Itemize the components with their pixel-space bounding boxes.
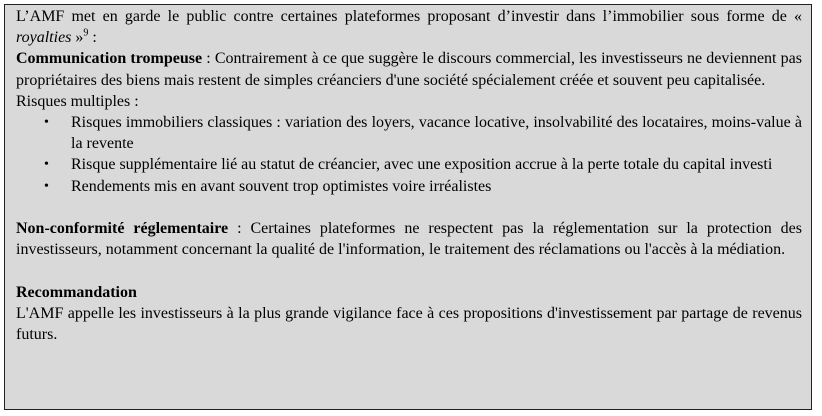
risk-item-text: Risques immobiliers classiques : variation des loyers, vacance locative, insolvabilité des locataires, moins-value à la revente <box>71 114 802 153</box>
intro-quote-close: » <box>71 29 84 47</box>
list-item <box>44 154 802 175</box>
bullet-icon: • <box>44 115 49 131</box>
risks-heading: Risques multiples : <box>16 92 139 110</box>
intro-text: L’AMF met en garde le public contre certaines plateformes proposant d’investir dans l’immobilier sous forme de « <box>16 8 802 25</box>
blank-line <box>16 260 802 281</box>
risks-list <box>16 112 802 197</box>
bullet-icon: • <box>44 157 49 173</box>
list-item <box>44 112 802 154</box>
intro-royalties-term: royalties <box>16 29 72 47</box>
communication-heading: Communication trompeuse <box>16 50 203 68</box>
non-conformity-text: : Certaines plateformes ne respectent pas la réglementation sur la protection des investisseurs, notamment concernant la qualité de l'information, le traitement des réclamations ou l'accès à la médiation. <box>16 220 802 259</box>
list-item <box>44 176 802 197</box>
intro-paragraph <box>16 6 802 48</box>
risk-item-text: Rendements mis en avant souvent trop optimistes voire irréalistes <box>71 177 492 195</box>
footnote-marker[interactable]: 9 <box>83 27 89 39</box>
risk-item-text: Risque supplémentaire lié au statut de créancier, avec une exposition accrue à la perte totale du capital investi <box>71 156 773 174</box>
non-conformity-paragraph <box>16 218 802 260</box>
bullet-icon: • <box>44 178 49 194</box>
communication-paragraph <box>16 48 802 90</box>
recommendation-text: L'AMF appelle les investisseurs à la plus grande vigilance face à ces propositions d'investissement par partage de revenus futurs. <box>16 304 802 344</box>
recommendation-heading: Recommandation <box>16 283 137 301</box>
non-conformity-heading: Non-conformité réglementaire <box>16 220 229 238</box>
intro-colon: : <box>88 29 97 47</box>
amf-warning-box <box>4 4 812 410</box>
blank-line <box>16 197 802 218</box>
communication-text: : Contrairement à ce que suggère le discours commercial, les investisseurs ne deviennent pas propriétaires des biens mais restent de simples créanciers d'une société spécialement créée et souvent peu capitalisée. <box>16 50 802 89</box>
